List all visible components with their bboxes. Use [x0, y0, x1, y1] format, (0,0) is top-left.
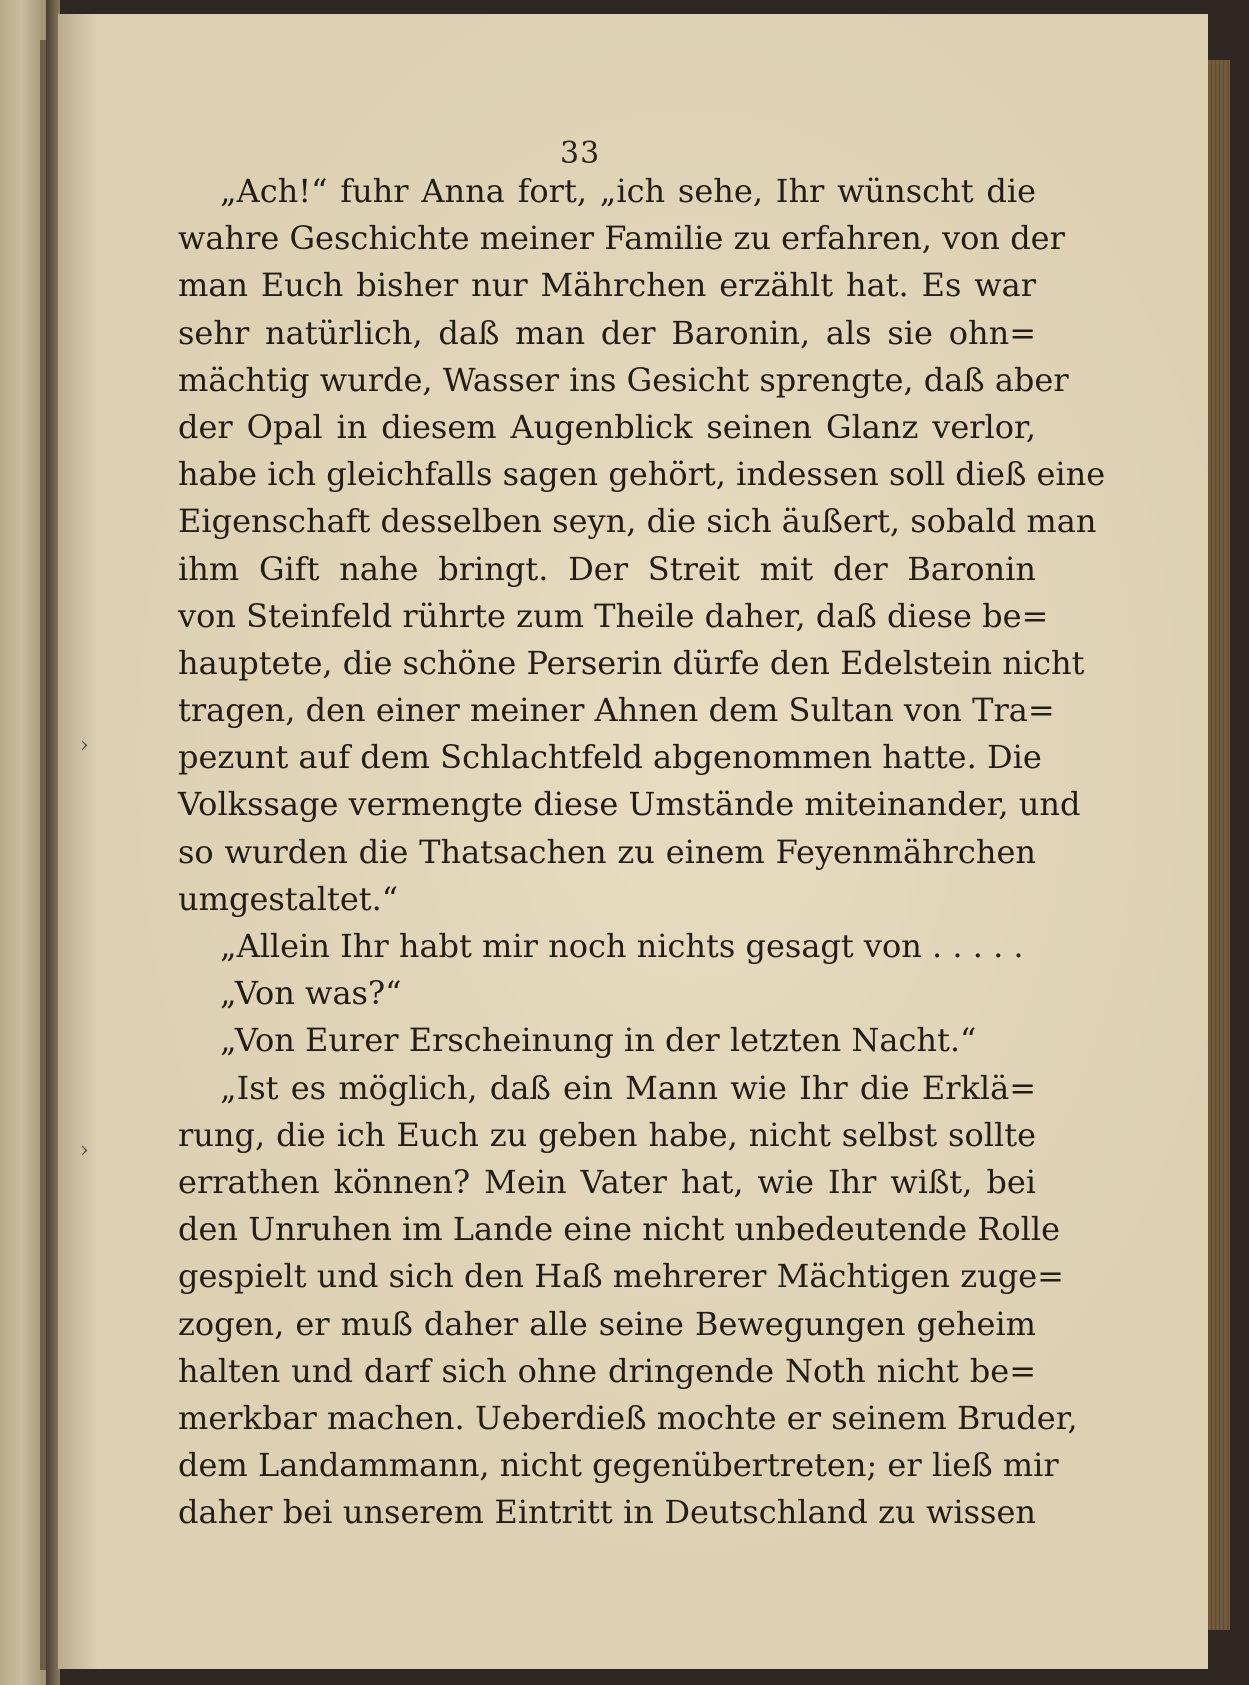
text-line: pezunt auf dem Schlachtfeld abgenommen hatte. Die — [178, 738, 1042, 777]
text-line: daher bei unserem Eintritt in Deutschland zu wissen — [178, 1493, 1036, 1532]
margin-mark: › — [80, 733, 89, 758]
text-line: „Ach!“ fuhr Anna fort, „ich sehe, Ihr wünscht die — [220, 172, 1036, 210]
text-line: den Unruhen im Lande eine nicht unbedeutende Rolle — [178, 1210, 1061, 1249]
paragraph — [178, 923, 1036, 970]
text-line: rung, die ich Euch zu geben habe, nicht selbst sollte — [178, 1115, 1036, 1154]
margin-mark: › — [80, 1138, 89, 1163]
body-text — [178, 168, 1106, 1536]
text-line: „Ist es möglich, daß ein Mann wie Ihr die Erklä= — [220, 1068, 1036, 1107]
paragraph — [178, 970, 1036, 1017]
text-line: Eigenschaft desselben seyn, die sich äußert, sobald man — [178, 502, 1097, 541]
text-line: „Allein Ihr habt mir noch nichts gesagt von . . . . . — [220, 927, 1024, 965]
text-line: tragen, den einer meiner Ahnen dem Sultan von Tra= — [178, 691, 1055, 730]
text-line: sehr natürlich, daß man der Baronin, als sie ohn= — [178, 313, 1036, 352]
text-line: gespielt und sich den Haß mehrerer Mächtigen zuge= — [178, 1257, 1064, 1296]
text-line: merkbar machen. Ueberdieß mochte er seinem Bruder, — [178, 1398, 1078, 1437]
text-line: umgestaltet.“ — [178, 879, 399, 918]
text-line: ihm Gift nahe bringt. Der Streit mit der Baronin — [178, 549, 1036, 588]
text-line: von Steinfeld rührte zum Theile daher, daß diese be= — [178, 596, 1049, 635]
paragraph — [178, 1065, 1078, 1537]
text-line: man Euch bisher nur Mährchen erzählt hat. Es war — [178, 266, 1036, 305]
text-line: hauptete, die schöne Perserin dürfe den Edelstein nicht — [178, 643, 1085, 682]
paragraph — [178, 1017, 1036, 1064]
page-number: 33 — [560, 136, 601, 171]
text-line: dem Landammann, nicht gegenübertreten; er ließ mir — [178, 1446, 1059, 1485]
text-line: so wurden die Thatsachen zu einem Feyenmährchen — [178, 832, 1036, 871]
text-line: „Von Eurer Erscheinung in der letzten Nacht.“ — [220, 1021, 977, 1060]
paragraph — [178, 168, 1106, 923]
text-line: der Opal in diesem Augenblick seinen Glanz verlor, — [178, 407, 1036, 446]
text-line: mächtig wurde, Wasser ins Gesicht sprengte, daß aber — [178, 360, 1069, 399]
text-line: Volkssage vermengte diese Umstände miteinander, und — [178, 785, 1081, 824]
text-line: habe ich gleichfalls sagen gehört, indessen soll dieß eine — [178, 455, 1106, 494]
text-line: wahre Geschichte meiner Familie zu erfahren, von der — [178, 219, 1065, 258]
text-line: „Von was?“ — [220, 974, 402, 1013]
text-line: halten und darf sich ohne dringende Noth nicht be= — [178, 1351, 1036, 1390]
text-line: errathen können? Mein Vater hat, wie Ihr wißt, bei — [178, 1162, 1036, 1201]
text-line: zogen, er muß daher alle seine Bewegungen geheim — [178, 1304, 1036, 1343]
page-fore-edge — [1208, 60, 1230, 1630]
